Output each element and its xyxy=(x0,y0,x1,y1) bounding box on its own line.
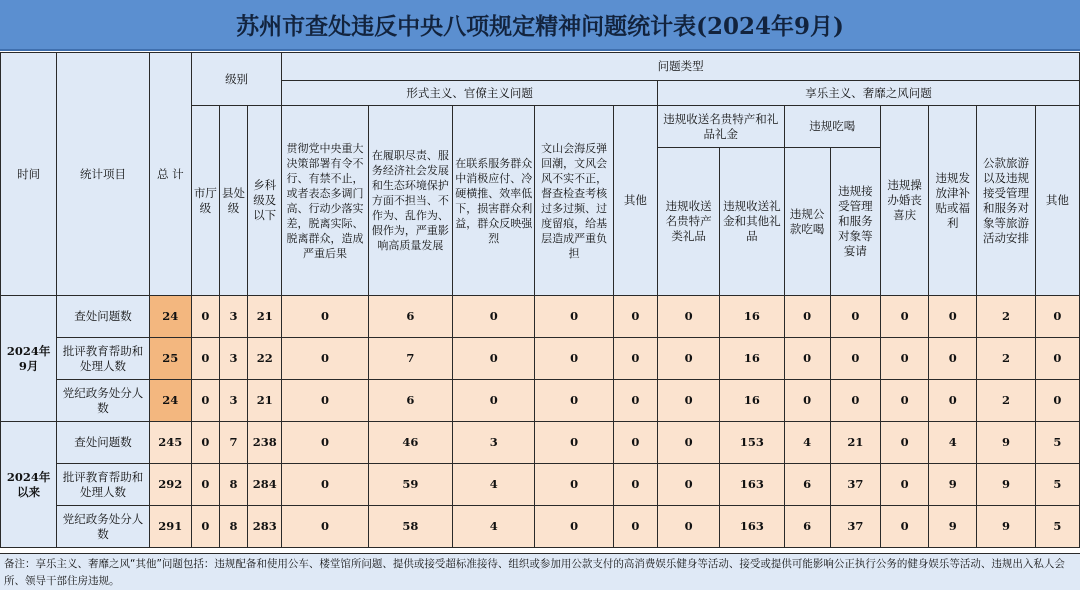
value-cell: 0 xyxy=(535,338,613,380)
value-cell: 0 xyxy=(282,464,368,506)
value-cell: 0 xyxy=(613,506,657,548)
value-cell: 7 xyxy=(368,338,452,380)
total-cell: 291 xyxy=(149,506,191,548)
value-cell: 0 xyxy=(657,464,719,506)
value-cell: 0 xyxy=(1035,338,1079,380)
value-cell: 59 xyxy=(368,464,452,506)
value-cell: 0 xyxy=(453,296,535,338)
value-cell: 284 xyxy=(248,464,282,506)
value-cell: 0 xyxy=(535,422,613,464)
value-cell: 0 xyxy=(191,506,219,548)
value-cell: 0 xyxy=(929,338,977,380)
value-cell: 0 xyxy=(657,338,719,380)
value-cell: 0 xyxy=(784,380,830,422)
header-formalism-col-2: 在履职尽责、服务经济社会发展和生态环境保护方面不担当、不作为、乱作为、假作为，严重影响高质量发展 xyxy=(368,106,452,296)
header-allowances: 违规发放津补贴或福利 xyxy=(929,106,977,296)
header-level: 级别 xyxy=(191,53,281,106)
total-cell: 292 xyxy=(149,464,191,506)
value-cell: 0 xyxy=(784,338,830,380)
value-cell: 9 xyxy=(977,464,1035,506)
value-cell: 0 xyxy=(282,506,368,548)
header-item: 统计项目 xyxy=(57,53,149,296)
value-cell: 21 xyxy=(248,380,282,422)
table-row xyxy=(1,338,1080,380)
value-cell: 0 xyxy=(282,296,368,338)
value-cell: 0 xyxy=(657,422,719,464)
total-cell: 24 xyxy=(149,380,191,422)
value-cell: 0 xyxy=(880,506,928,548)
value-cell: 0 xyxy=(453,380,535,422)
row-label: 批评教育帮助和处理人数 xyxy=(57,464,149,506)
value-cell: 6 xyxy=(784,506,830,548)
value-cell: 16 xyxy=(720,338,784,380)
value-cell: 0 xyxy=(830,380,880,422)
value-cell: 0 xyxy=(929,380,977,422)
value-cell: 0 xyxy=(1035,380,1079,422)
value-cell: 0 xyxy=(830,338,880,380)
header-hedonism-other: 其他 xyxy=(1035,106,1079,296)
value-cell: 4 xyxy=(453,506,535,548)
row-label: 查处问题数 xyxy=(57,296,149,338)
header-formalism-col-4: 文山会海反弹回潮，文风会风不实不正，督查检查考核过多过频、过度留痕，给基层造成严重负担 xyxy=(535,106,613,296)
value-cell: 0 xyxy=(613,380,657,422)
total-cell: 25 xyxy=(149,338,191,380)
value-cell: 163 xyxy=(720,506,784,548)
value-cell: 58 xyxy=(368,506,452,548)
value-cell: 0 xyxy=(282,422,368,464)
value-cell: 238 xyxy=(248,422,282,464)
value-cell: 163 xyxy=(720,464,784,506)
value-cell: 0 xyxy=(880,464,928,506)
footnote: 备注：享乐主义、奢靡之风“其他”问题包括：违规配备和使用公车、楼堂馆所问题、提供或接受超标准接待、组织或参加用公款支付的高消费娱乐健身等活动、接受或提供可能影响公正执行公务的健身娱乐等活动、违规出入私人会所、领导干部住房违规。 xyxy=(0,553,1080,590)
value-cell: 0 xyxy=(191,422,219,464)
value-cell: 22 xyxy=(248,338,282,380)
value-cell: 2 xyxy=(977,338,1035,380)
header-eat-public: 违规公款吃喝 xyxy=(784,148,830,296)
header-formalism-other: 其他 xyxy=(613,106,657,296)
value-cell: 283 xyxy=(248,506,282,548)
value-cell: 3 xyxy=(453,422,535,464)
value-cell: 2 xyxy=(977,296,1035,338)
row-label: 党纪政务处分人数 xyxy=(57,380,149,422)
value-cell: 9 xyxy=(929,506,977,548)
table-row xyxy=(1,380,1080,422)
table-row xyxy=(1,506,1080,548)
value-cell: 0 xyxy=(191,296,219,338)
value-cell: 0 xyxy=(453,338,535,380)
value-cell: 0 xyxy=(535,464,613,506)
period-label: 2024年以来 xyxy=(1,422,57,548)
header-level-township: 乡科级及以下 xyxy=(248,106,282,296)
page-title: 苏州市查处违反中央八项规定精神问题统计表(2024年9月) xyxy=(0,0,1080,51)
value-cell: 6 xyxy=(368,380,452,422)
value-cell: 37 xyxy=(830,506,880,548)
header-travel: 公款旅游以及违规接受管理和服务对象等旅游活动安排 xyxy=(977,106,1035,296)
header-formalism-col-1: 贯彻党中央重大决策部署有令不行、有禁不止，或者表态多调门高、行动少落实差，脱离实际、脱离群众，造成严重后果 xyxy=(282,106,368,296)
value-cell: 0 xyxy=(282,380,368,422)
row-label: 党纪政务处分人数 xyxy=(57,506,149,548)
value-cell: 0 xyxy=(657,506,719,548)
value-cell: 9 xyxy=(977,422,1035,464)
value-cell: 9 xyxy=(929,464,977,506)
header-total: 总 计 xyxy=(149,53,191,296)
value-cell: 0 xyxy=(613,422,657,464)
header-gift-money: 违规收送礼金和其他礼品 xyxy=(720,148,784,296)
header-time: 时间 xyxy=(1,53,57,296)
header-weddings: 违规操办婚丧喜庆 xyxy=(880,106,928,296)
total-cell: 24 xyxy=(149,296,191,338)
header-eat-banquet: 违规接受管理和服务对象等宴请 xyxy=(830,148,880,296)
value-cell: 5 xyxy=(1035,464,1079,506)
value-cell: 3 xyxy=(219,380,247,422)
table-row xyxy=(1,422,1080,464)
value-cell: 2 xyxy=(977,380,1035,422)
value-cell: 6 xyxy=(784,464,830,506)
value-cell: 0 xyxy=(613,338,657,380)
value-cell: 0 xyxy=(880,338,928,380)
value-cell: 8 xyxy=(219,506,247,548)
header-hedonism: 享乐主义、奢靡之风问题 xyxy=(657,81,1079,106)
value-cell: 0 xyxy=(657,296,719,338)
value-cell: 0 xyxy=(784,296,830,338)
value-cell: 21 xyxy=(830,422,880,464)
value-cell: 46 xyxy=(368,422,452,464)
statistics-table xyxy=(0,52,1080,548)
header-formalism: 形式主义、官僚主义问题 xyxy=(282,81,658,106)
table-row xyxy=(1,296,1080,338)
header-gift-group: 违规收送名贵特产和礼品礼金 xyxy=(657,106,784,148)
value-cell: 4 xyxy=(784,422,830,464)
value-cell: 0 xyxy=(929,296,977,338)
value-cell: 0 xyxy=(191,380,219,422)
value-cell: 16 xyxy=(720,296,784,338)
value-cell: 9 xyxy=(977,506,1035,548)
value-cell: 0 xyxy=(880,296,928,338)
row-label: 批评教育帮助和处理人数 xyxy=(57,338,149,380)
value-cell: 5 xyxy=(1035,422,1079,464)
header-gift-specialty: 违规收送名贵特产类礼品 xyxy=(657,148,719,296)
value-cell: 0 xyxy=(535,380,613,422)
value-cell: 0 xyxy=(657,380,719,422)
period-label: 2024年9月 xyxy=(1,296,57,422)
value-cell: 37 xyxy=(830,464,880,506)
value-cell: 6 xyxy=(368,296,452,338)
header-level-city: 市厅级 xyxy=(191,106,219,296)
value-cell: 4 xyxy=(453,464,535,506)
value-cell: 5 xyxy=(1035,506,1079,548)
header-problem-type: 问题类型 xyxy=(282,53,1080,81)
value-cell: 0 xyxy=(880,380,928,422)
value-cell: 7 xyxy=(219,422,247,464)
value-cell: 0 xyxy=(613,296,657,338)
row-label: 查处问题数 xyxy=(57,422,149,464)
header-formalism-col-3: 在联系服务群众中消极应付、冷硬横推、效率低下，损害群众利益，群众反映强烈 xyxy=(453,106,535,296)
value-cell: 8 xyxy=(219,464,247,506)
value-cell: 0 xyxy=(191,464,219,506)
value-cell: 0 xyxy=(191,338,219,380)
value-cell: 0 xyxy=(282,338,368,380)
value-cell: 3 xyxy=(219,296,247,338)
header-eat-group: 违规吃喝 xyxy=(784,106,880,148)
value-cell: 0 xyxy=(613,464,657,506)
value-cell: 4 xyxy=(929,422,977,464)
total-cell: 245 xyxy=(149,422,191,464)
header-level-county: 县处级 xyxy=(219,106,247,296)
value-cell: 0 xyxy=(880,422,928,464)
value-cell: 21 xyxy=(248,296,282,338)
table-row xyxy=(1,464,1080,506)
value-cell: 0 xyxy=(1035,296,1079,338)
value-cell: 153 xyxy=(720,422,784,464)
value-cell: 0 xyxy=(535,296,613,338)
value-cell: 0 xyxy=(830,296,880,338)
value-cell: 0 xyxy=(535,506,613,548)
value-cell: 16 xyxy=(720,380,784,422)
value-cell: 3 xyxy=(219,338,247,380)
